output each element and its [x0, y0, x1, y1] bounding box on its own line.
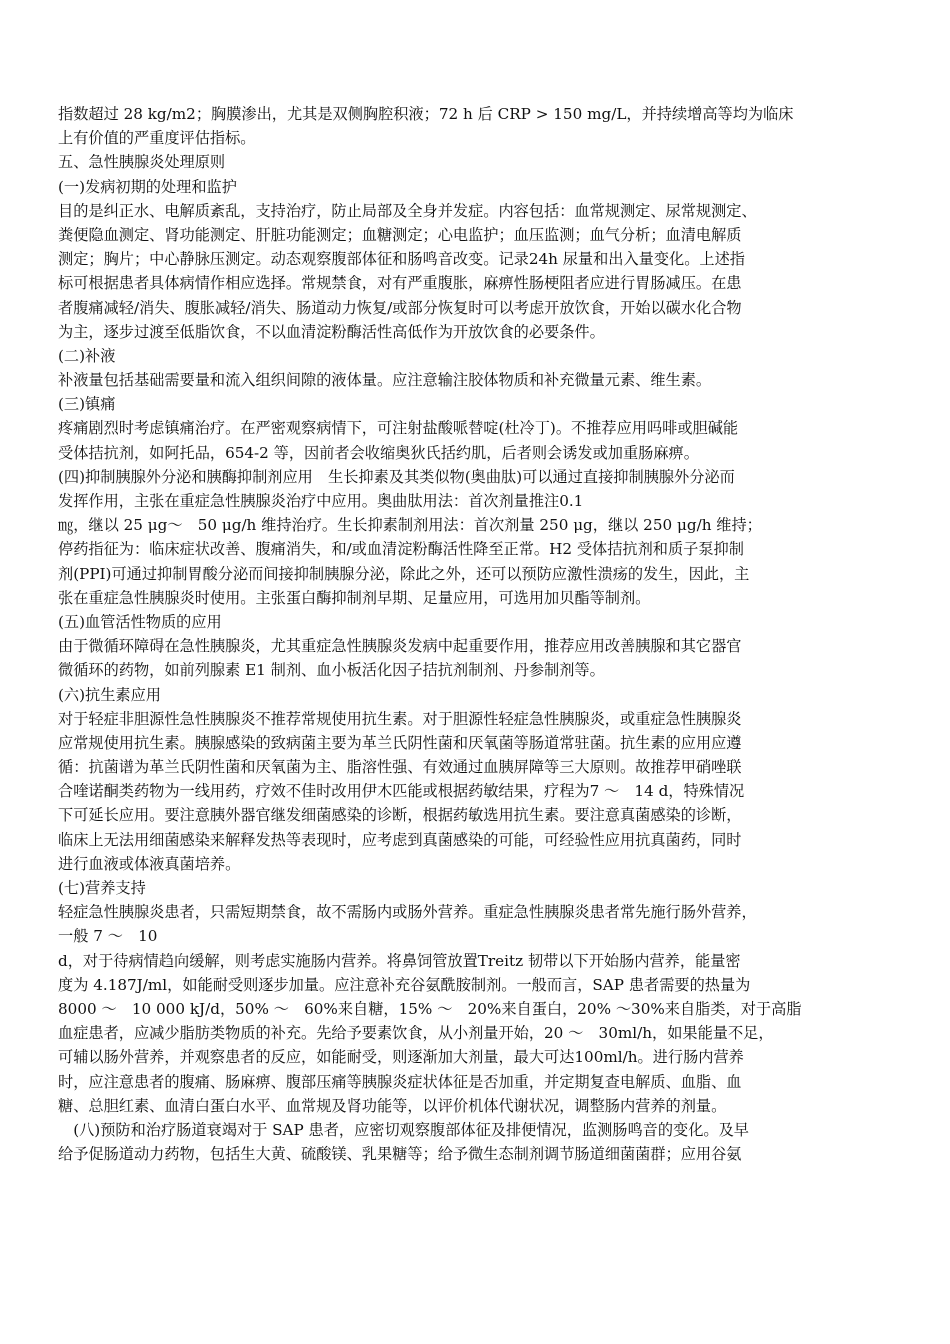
subsection-heading: (一)发病初期的处理和监护 — [58, 177, 237, 196]
text-line: 循：抗菌谱为革兰氏阴性菌和厌氧菌为主、脂溶性强、有效通过血胰屏障等三大原则。故推荐甲硝唑联 — [58, 758, 742, 777]
text-line: 张在重症急性胰腺炎时使用。主张蛋白酶抑制剂早期、足量应用，可选用加贝酯等制剂。 — [58, 588, 651, 607]
text-line: 剂(PPI)可通过抑制胃酸分泌而间接抑制胰腺分泌，除此之外，还可以预防应激性溃疡的发生，因此，主 — [58, 564, 750, 583]
text-line: 血症患者，应减少脂肪类物质的补充。先给予要素饮食，从小剂量开始，20 ～ 30ml/h，如果能量不足， — [58, 1024, 774, 1043]
text-line: 发挥作用，主张在重症急性胰腺炎治疗中应用。奥曲肽用法：首次剂量推注0.1 — [58, 492, 584, 510]
document-page — [58, 102, 818, 1166]
text-line: 粪便隐血测定、肾功能测定、肝脏功能测定；血糖测定；心电监护；血压监测；血气分析；血清电解质 — [58, 225, 742, 244]
subsection-heading: (五)血管活性物质的应用 — [58, 612, 222, 631]
text-line: 下可延长应用。要注意胰外器官继发细菌感染的诊断，根据药敏选用抗生素。要注意真菌感染的诊断， — [58, 806, 742, 825]
text-line: d，对于待病情趋向缓解，则考虑实施肠内营养。将鼻饲管放置Treitz 韧带以下开始肠内营养，能量密 — [58, 951, 741, 970]
text-line: 合喹诺酮类药物为一线用药，疗效不佳时改用伊木匹能或根据药敏结果，疗程为7 ～ 14 d，特殊情况 — [58, 782, 745, 801]
text-line: 时，应注意患者的腹痛、肠麻痹、腹部压痛等胰腺炎症状体征是否加重，并定期复查电解质、血脂、血 — [58, 1072, 742, 1091]
text-line: 疼痛剧烈时考虑镇痛治疗。在严密观察病情下，可注射盐酸哌替啶(杜冷丁)。不推荐应用吗啡或胆碱能 — [58, 419, 739, 438]
text-line: 进行血液或体液真菌培养。 — [58, 854, 241, 873]
section-heading: 五、急性胰腺炎处理原则 — [58, 153, 226, 172]
text-line: 临床上无法用细菌感染来解释发热等表现时，应考虑到真菌感染的可能，可经验性应用抗真菌药，同时 — [58, 830, 742, 849]
text-line: 目的是纠正水、电解质紊乱，支持治疗，防止局部及全身并发症。内容包括：血常规测定、尿常规测定、 — [58, 201, 757, 220]
text-line: 测定；胸片；中心静脉压测定。动态观察腹部体征和肠鸣音改变。记录24h 尿量和出入量变化。上述指 — [58, 250, 745, 269]
text-line: 对于轻症非胆源性急性胰腺炎不推荐常规使用抗生素。对于胆源性轻症急性胰腺炎，或重症急性胰腺炎 — [58, 709, 742, 728]
text-line: 可辅以肠外营养，并观察患者的反应，如能耐受，则逐渐加大剂量，最大可达100ml/h。进行肠内营养 — [58, 1048, 744, 1067]
subsection-heading: (六)抗生素应用 — [58, 685, 161, 704]
subsection-heading: (三)镇痛 — [58, 395, 116, 414]
text-line: 微循环的药物，如前列腺素 E1 制剂、血小板活化因子拮抗剂制剂、丹参制剂等。 — [58, 661, 605, 680]
subsection-heading: (七)营养支持 — [58, 879, 146, 897]
text-line: 给予促肠道动力药物，包括生大黄、硫酸镁、乳果糖等；给予微生态制剂调节肠道细菌菌群；应用谷氨 — [58, 1145, 742, 1164]
text-line: 停药指征为：临床症状改善、腹痛消失，和/或血清淀粉酶活性降至正常。H2 受体拮抗剂和质子泵抑制 — [58, 540, 744, 559]
text-line: 度为 4.187J/ml，如能耐受则逐步加量。应注意补充谷氨酰胺制剂。一般而言，SAP 患者需要的热量为 — [58, 975, 751, 994]
subsection-heading: (四)抑制胰腺外分泌和胰酶抑制剂应用 生长抑素及其类似物(奥曲肽)可以通过直接抑制胰腺外分泌而 — [58, 467, 735, 486]
text-line: 一般 7 ～ 10 — [58, 927, 158, 946]
text-line: 者腹痛减轻/消失、腹胀减轻/消失、肠道动力恢复/或部分恢复时可以考虑开放饮食，开始以碳水化合物 — [58, 298, 742, 317]
text-line: 糖、总胆红素、血清白蛋白水平、血常规及肾功能等，以评价机体代谢状况，调整肠内营养的剂量。 — [58, 1096, 727, 1115]
text-line: 补液量包括基础需要量和流入组织间隙的液体量。应注意输注胶体物质和补充微量元素、维生素。 — [58, 371, 712, 390]
text-line: (八)预防和治疗肠道衰竭对于 SAP 患者，应密切观察腹部体征及排便情况，监测肠鸣音的变化。及早 — [58, 1120, 749, 1139]
text-line: 应常规使用抗生素。胰腺感染的致病菌主要为革兰氏阴性菌和厌氧菌等肠道常驻菌。抗生素的应用应遵 — [58, 733, 742, 752]
text-line: 标可根据患者具体病情作相应选择。常规禁食，对有严重腹胀，麻痹性肠梗阻者应进行胃肠减压。在患 — [58, 274, 742, 293]
text-line: 由于微循环障碍在急性胰腺炎，尤其重症急性胰腺炎发病中起重要作用，推荐应用改善胰腺和其它器官 — [58, 637, 742, 656]
text-line: 受体拮抗剂，如阿托品，654-2 等，因前者会收缩奥狄氏括约肌，后者则会诱发或加重肠麻痹。 — [58, 443, 699, 462]
text-line: 指数超过 28 kg/m2；胸膜渗出，尤其是双侧胸腔积液；72 h 后 CRP > 150 mg/L，并持续增高等均为临床 — [58, 105, 794, 123]
text-line: ㎎，继以 25 μg～ 50 μg/h 维持治疗。生长抑素制剂用法：首次剂量 250 μg，继以 250 μg/h 维持； — [58, 516, 762, 535]
text-line: 8000 ～ 10 000 kJ/d，50% ～ 60%来自糖，15% ～ 20%来自蛋白，20% ～30%来自脂类，对于高脂 — [58, 999, 802, 1018]
text-line: 上有价值的严重度评估指标。 — [58, 129, 256, 148]
text-line: 为主，逐步过渡至低脂饮食，不以血清淀粉酶活性高低作为开放饮食的必要条件。 — [58, 322, 605, 341]
subsection-heading: (二)补液 — [58, 346, 116, 365]
text-line: 轻症急性胰腺炎患者，只需短期禁食，故不需肠内或肠外营养。重症急性胰腺炎患者常先施行肠外营养， — [58, 903, 757, 922]
